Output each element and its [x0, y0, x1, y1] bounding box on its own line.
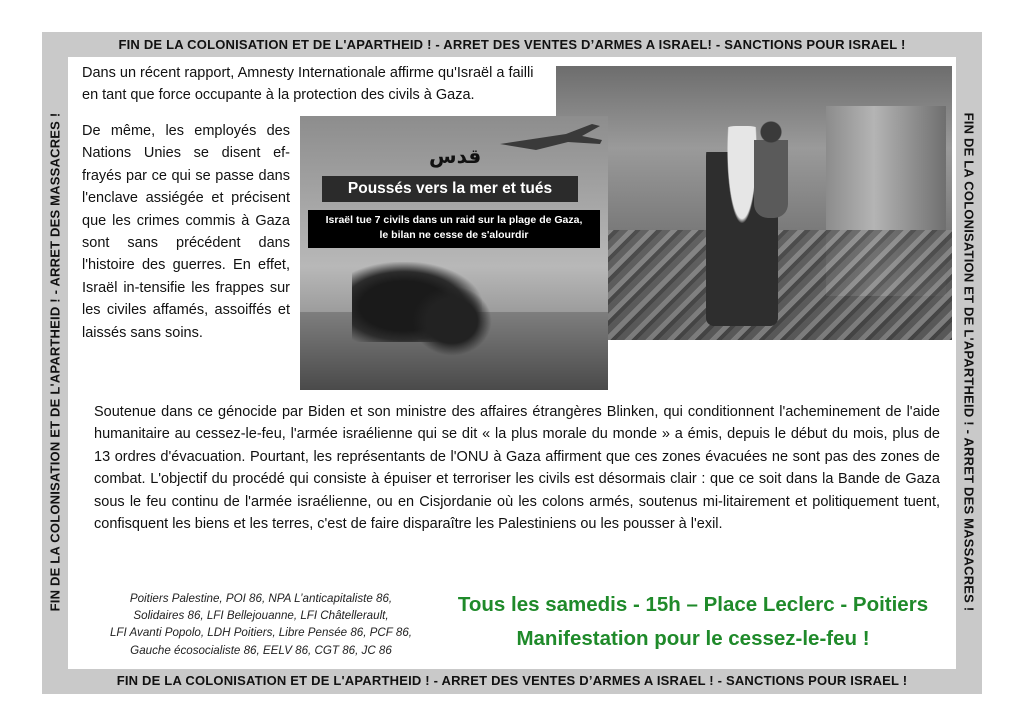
signatories — [74, 590, 448, 659]
column-paragraph: De même, les employés des Nations Unies se disent ef-frayés par ce qui se passe dans l'enclave assiégée et précisent que les crimes commis à Gaza sont sans précédent dans l'histoire des guerres. En effet, Israël in-tensifie les frappes sur les civiles affamés, assoiffés et laissés sans soins. — [82, 123, 290, 341]
inset-subheadline-line2: le bilan ne cesse de s'alourdir — [379, 229, 529, 241]
intro-paragraph: Dans un récent rapport, Amnesty Internationale affirme qu'Israël a failli en tant que force occupante à la protection des civils à Gaza. — [82, 65, 534, 104]
event-title: Manifestation pour le cessez-le-feu ! — [516, 627, 870, 650]
bottom-banner: FIN DE LA COLONISATION ET DE L'APARTHEID ! - ARRET DES VENTES D’ARMES A ISRAEL ! - SANCTIONS POUR ISRAEL ! — [116, 673, 908, 688]
signatories-line: Poitiers Palestine, POI 86, NPA L’anticapitaliste 86, — [129, 592, 393, 605]
fighter-jet-icon — [496, 120, 604, 156]
body-paragraph: Soutenue dans ce génocide par Biden et son ministre des affaires étrangères Blinken, qui conditionnent l'acheminement de l'aide humanitaire au cessez-le-feu, l'armée israélienne qui se dit « la plus morale du monde » a émis, depuis le début du mois, plus de 13 ordres d'évacuation. Pourtant, les représentants de l'ONU à Gaza affirment que ces zones évacuées ne sont pas des zones de combat. L'objectif du procédé qui consiste à épuiser et terroriser les civils est désormais clair : que ce soit dans la Bande de Gaza sous le feu continu de l'armée israélienne, ou en Cisjordanie où les colons armés, soutenus mi-litairement et politiquement tuent, confisquent les biens et les terres, c'est de faire disparaître les Palestiniens ou les pousser à l'exil. — [94, 404, 940, 533]
top-banner: FIN DE LA COLONISATION ET DE L'APARTHEID ! - ARRET DES VENTES D’ARMES A ISRAEL! - SANCTIONS POUR ISRAEL ! — [118, 37, 906, 52]
child-figure — [754, 118, 788, 218]
inset-subheadline-line1: Israël tue 7 civils dans un raid sur la plage de Gaza, — [325, 214, 583, 226]
news-inset-image — [300, 116, 608, 390]
news-logo: قدس — [429, 144, 482, 168]
signatories-line: Gauche écosocialiste 86, EELV 86, CGT 86, JC 86 — [130, 643, 392, 657]
event-schedule: Tous les samedis - 15h – Place Leclerc - Poitiers — [457, 593, 929, 616]
inset-headline: Poussés vers la mer et tués — [322, 176, 578, 202]
left-banner: FIN DE LA COLONISATION ET DE L'APARTHEID ! - ARRET DES MASSACRES ! — [47, 112, 63, 612]
smoke-plume-lower — [412, 286, 492, 356]
right-banner: FIN DE LA COLONISATION ET DE L'APARTHEID ! - ARRET DES MASSACRES ! — [961, 112, 977, 612]
inset-subheadline — [308, 210, 600, 248]
rubble-photo — [556, 66, 952, 340]
signatories-line: LFI Avanti Popolo, LDH Poitiers, Libre Pensée 86, PCF 86, — [109, 626, 413, 640]
signatories-line: Solidaires 86, LFI Bellejouanne, LFI Châtellerault, — [133, 609, 389, 623]
